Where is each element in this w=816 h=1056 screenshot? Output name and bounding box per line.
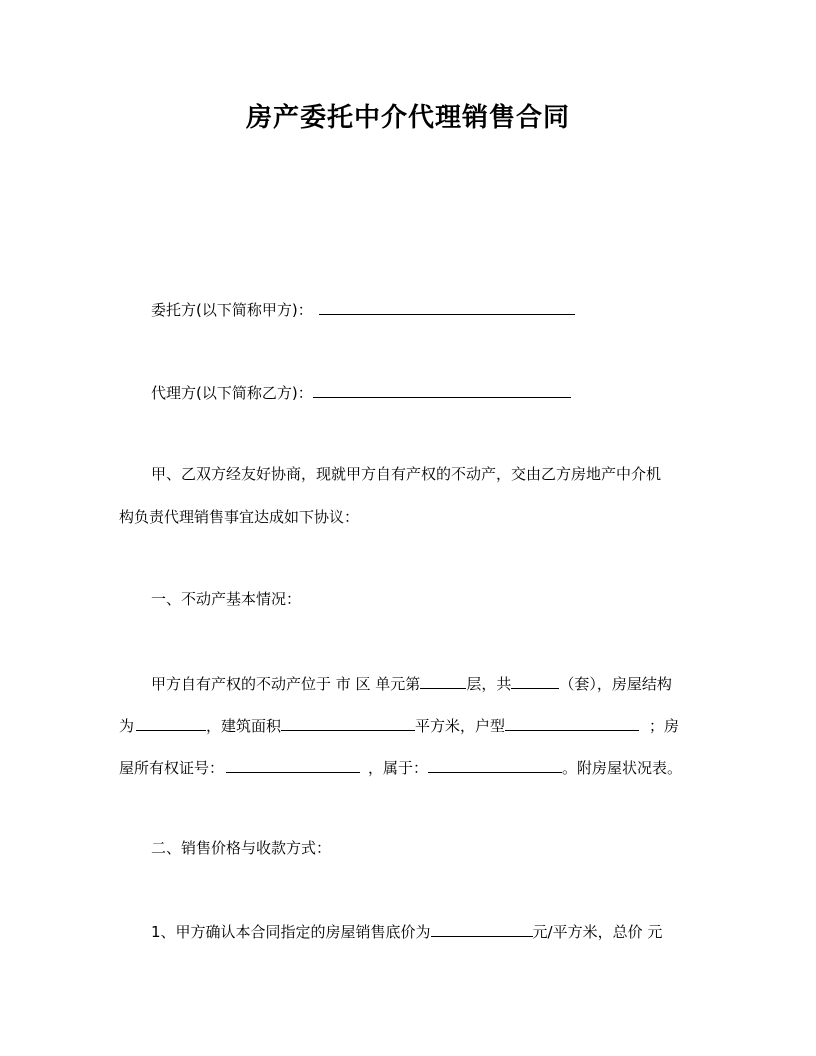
cert-number-blank[interactable]: [226, 756, 360, 773]
party-b-blank[interactable]: [313, 381, 571, 398]
party-a-label: 委托方(以下简称甲方)：: [151, 301, 313, 319]
section-2-heading: 二、销售价格与收款方式：: [151, 839, 332, 857]
total-price-text: 元/平方米，总价 元: [532, 923, 663, 941]
unit-count-blank[interactable]: [511, 672, 559, 689]
cert-prefix-text: ；房: [649, 717, 680, 735]
party-a-blank[interactable]: [319, 298, 575, 315]
layout-blank[interactable]: [505, 714, 639, 731]
structure-text: （套），房屋结构: [559, 675, 672, 693]
party-b-line: [151, 381, 571, 403]
base-price-blank[interactable]: [431, 920, 533, 937]
structure-blank[interactable]: [136, 714, 206, 731]
party-a-line: [151, 298, 575, 320]
intro-line-2: 构负责代理销售事宜达成如下协议：: [119, 508, 360, 526]
intro-line-1: 甲、乙双方经友好协商，现就甲方自有产权的不动产，交由乙方房地产中介机: [151, 465, 662, 483]
belongs-label: ，属于：: [368, 759, 429, 777]
base-price-label: 1、甲方确认本合同指定的房屋销售底价为: [151, 923, 431, 941]
belongs-blank[interactable]: [428, 756, 562, 773]
party-b-label: 代理方(以下简称乙方)：: [151, 384, 313, 402]
area-label-text: ，建筑面积: [206, 717, 282, 735]
section-1-line-3: [119, 756, 682, 778]
section-1-line-1: [151, 672, 672, 694]
cert-number-label: 屋所有权证号：: [119, 759, 225, 777]
section-1-heading: 一、不动产基本情况：: [151, 590, 302, 608]
layout-label-text: 平方米，户型: [415, 717, 506, 735]
property-location-text: 甲方自有产权的不动产位于 市 区 单元第: [151, 675, 421, 693]
attachment-note: 。附房屋状况表。: [562, 759, 683, 777]
contract-title: 房产委托中介代理销售合同: [245, 103, 570, 133]
floor-text: 层，共: [466, 675, 512, 693]
structure-prefix-text: 为: [119, 717, 135, 735]
section-1-line-2: [119, 714, 679, 736]
section-2-line-1: [151, 920, 662, 942]
floor-blank[interactable]: [420, 672, 466, 689]
area-blank[interactable]: [281, 714, 415, 731]
